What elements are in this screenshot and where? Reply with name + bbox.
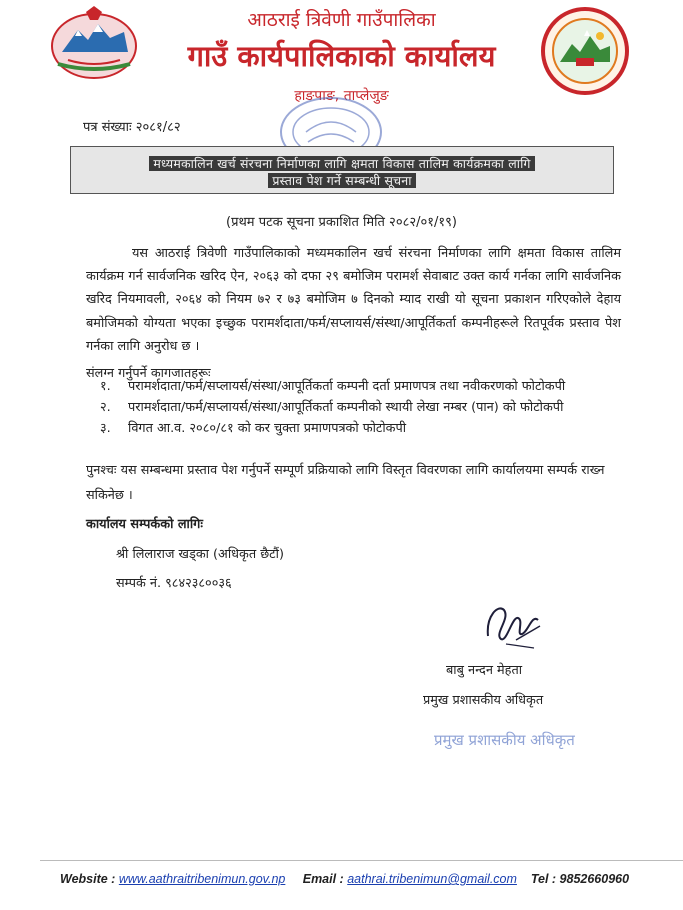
list-item-number: १. bbox=[100, 379, 111, 394]
website-link[interactable]: www.aathraitribenimun.gov.np bbox=[118, 872, 286, 886]
list-item-text: परामर्शदाता/फर्म/सप्लायर्स/संस्था/आपूर्तिकर्ता कम्पनी दर्ता प्रमाणपत्र तथा नवीकरणको फोटोकपी bbox=[128, 379, 566, 394]
tel-label: Tel : bbox=[530, 872, 557, 886]
footer-divider bbox=[40, 860, 683, 861]
tel-number: 9852660960 bbox=[559, 872, 630, 886]
letter-number: पत्र संख्याः २०८१/८२ bbox=[83, 120, 181, 135]
email-link[interactable]: aathrai.tribenimun@gmail.com bbox=[347, 872, 517, 886]
signatory-title: प्रमुख प्रशासकीय अधिकृत bbox=[423, 693, 544, 708]
subject-line-1: मध्यमकालिन खर्च संरचना निर्माणका लागि क्षमता विकास तालिम कार्यक्रमका लागि bbox=[149, 156, 534, 171]
notice-body-text: यस आठराई त्रिवेणी गाउँपालिकाको मध्यमकालिन खर्च संरचना निर्माणका लागि क्षमता विकास तालिम कार्यक्रम गर्न सार्वजनिक खरिद ऐन, २०६३ को दफा २९ बमोजिम परामर्श सेवाबाट उक्त कार्य गर्नका लागि सार्वजनिक खरिद नियमावली, २०६४ को नियम ७२ र ७३ बमोजिम ७ दिनको म्याद राखी यो सूचना प्रकाशन गरिएकोले देहाय बमोजिमको योग्यता भएका इच्छुक परामर्शदाता/फर्म/सप्लायर्स/संस्था/आपूर्तिकर्ता कम्पनीहरूले रितपूर्वक प्रस्ताव पेश गर्नका लागि अनुरोध छ । bbox=[86, 246, 621, 354]
subject-line bbox=[71, 155, 613, 172]
list-item bbox=[100, 418, 406, 436]
list-item-text: विगत आ.व. २०८०/८१ को कर चुक्ता प्रमाणपत्रको फोटोकपी bbox=[128, 421, 407, 436]
attachments-heading: संलग्न गर्नुपर्ने कागजातहरूः bbox=[86, 366, 211, 381]
footer bbox=[60, 872, 683, 886]
contact-name: श्री लिलाराज खड्का (अधिकृत छैटौं) bbox=[116, 547, 284, 562]
first-notice-date: (प्रथम पटक सूचना प्रकाशित मिति २०८२/०१/१९) bbox=[226, 215, 457, 230]
municipality-logo-icon bbox=[540, 6, 630, 96]
contact-heading: कार्यालय सम्पर्कको लागिः bbox=[86, 517, 203, 532]
list-item bbox=[100, 376, 565, 394]
subject-box bbox=[70, 146, 614, 194]
municipality-name: आठराई त्रिवेणी गाउँपालिका bbox=[247, 9, 436, 31]
website-label: Website : bbox=[60, 872, 116, 886]
signatory-name: बाबु नन्दन मेहता bbox=[446, 663, 523, 678]
list-item-number: २. bbox=[100, 400, 111, 415]
office-name: गाउँ कार्यपालिकाको कार्यालय bbox=[187, 39, 496, 73]
list-item bbox=[100, 397, 563, 415]
postscript: पुनश्चः यस सम्बन्धमा प्रस्ताव पेश गर्नुपर्ने सम्पूर्ण प्रक्रियाको लागि विस्तृत विवरणका लागि कार्यालयमा सम्पर्क राख्न सकिनेछ । bbox=[86, 463, 605, 503]
contact-phone: सम्पर्क नं. ९८४२३८००३६ bbox=[116, 576, 232, 591]
list-item-number: ३. bbox=[100, 421, 111, 436]
notice-body bbox=[86, 242, 621, 358]
office-location: हाङपाङ, ताप्लेजुङ bbox=[294, 88, 389, 104]
email-label: Email : bbox=[302, 872, 344, 886]
list-item-text: परामर्शदाता/फर्म/सप्लायर्स/संस्था/आपूर्तिकर्ता कम्पनीको स्थायी लेखा नम्बर (पान) को फोटोकपी bbox=[128, 400, 564, 415]
subject-line-2: प्रस्ताव पेश गर्ने सम्बन्धी सूचना bbox=[268, 173, 415, 188]
subject-line bbox=[71, 172, 613, 189]
title-stamp: प्रमुख प्रशासकीय अधिकृत bbox=[434, 731, 575, 749]
signature-icon bbox=[476, 596, 551, 652]
